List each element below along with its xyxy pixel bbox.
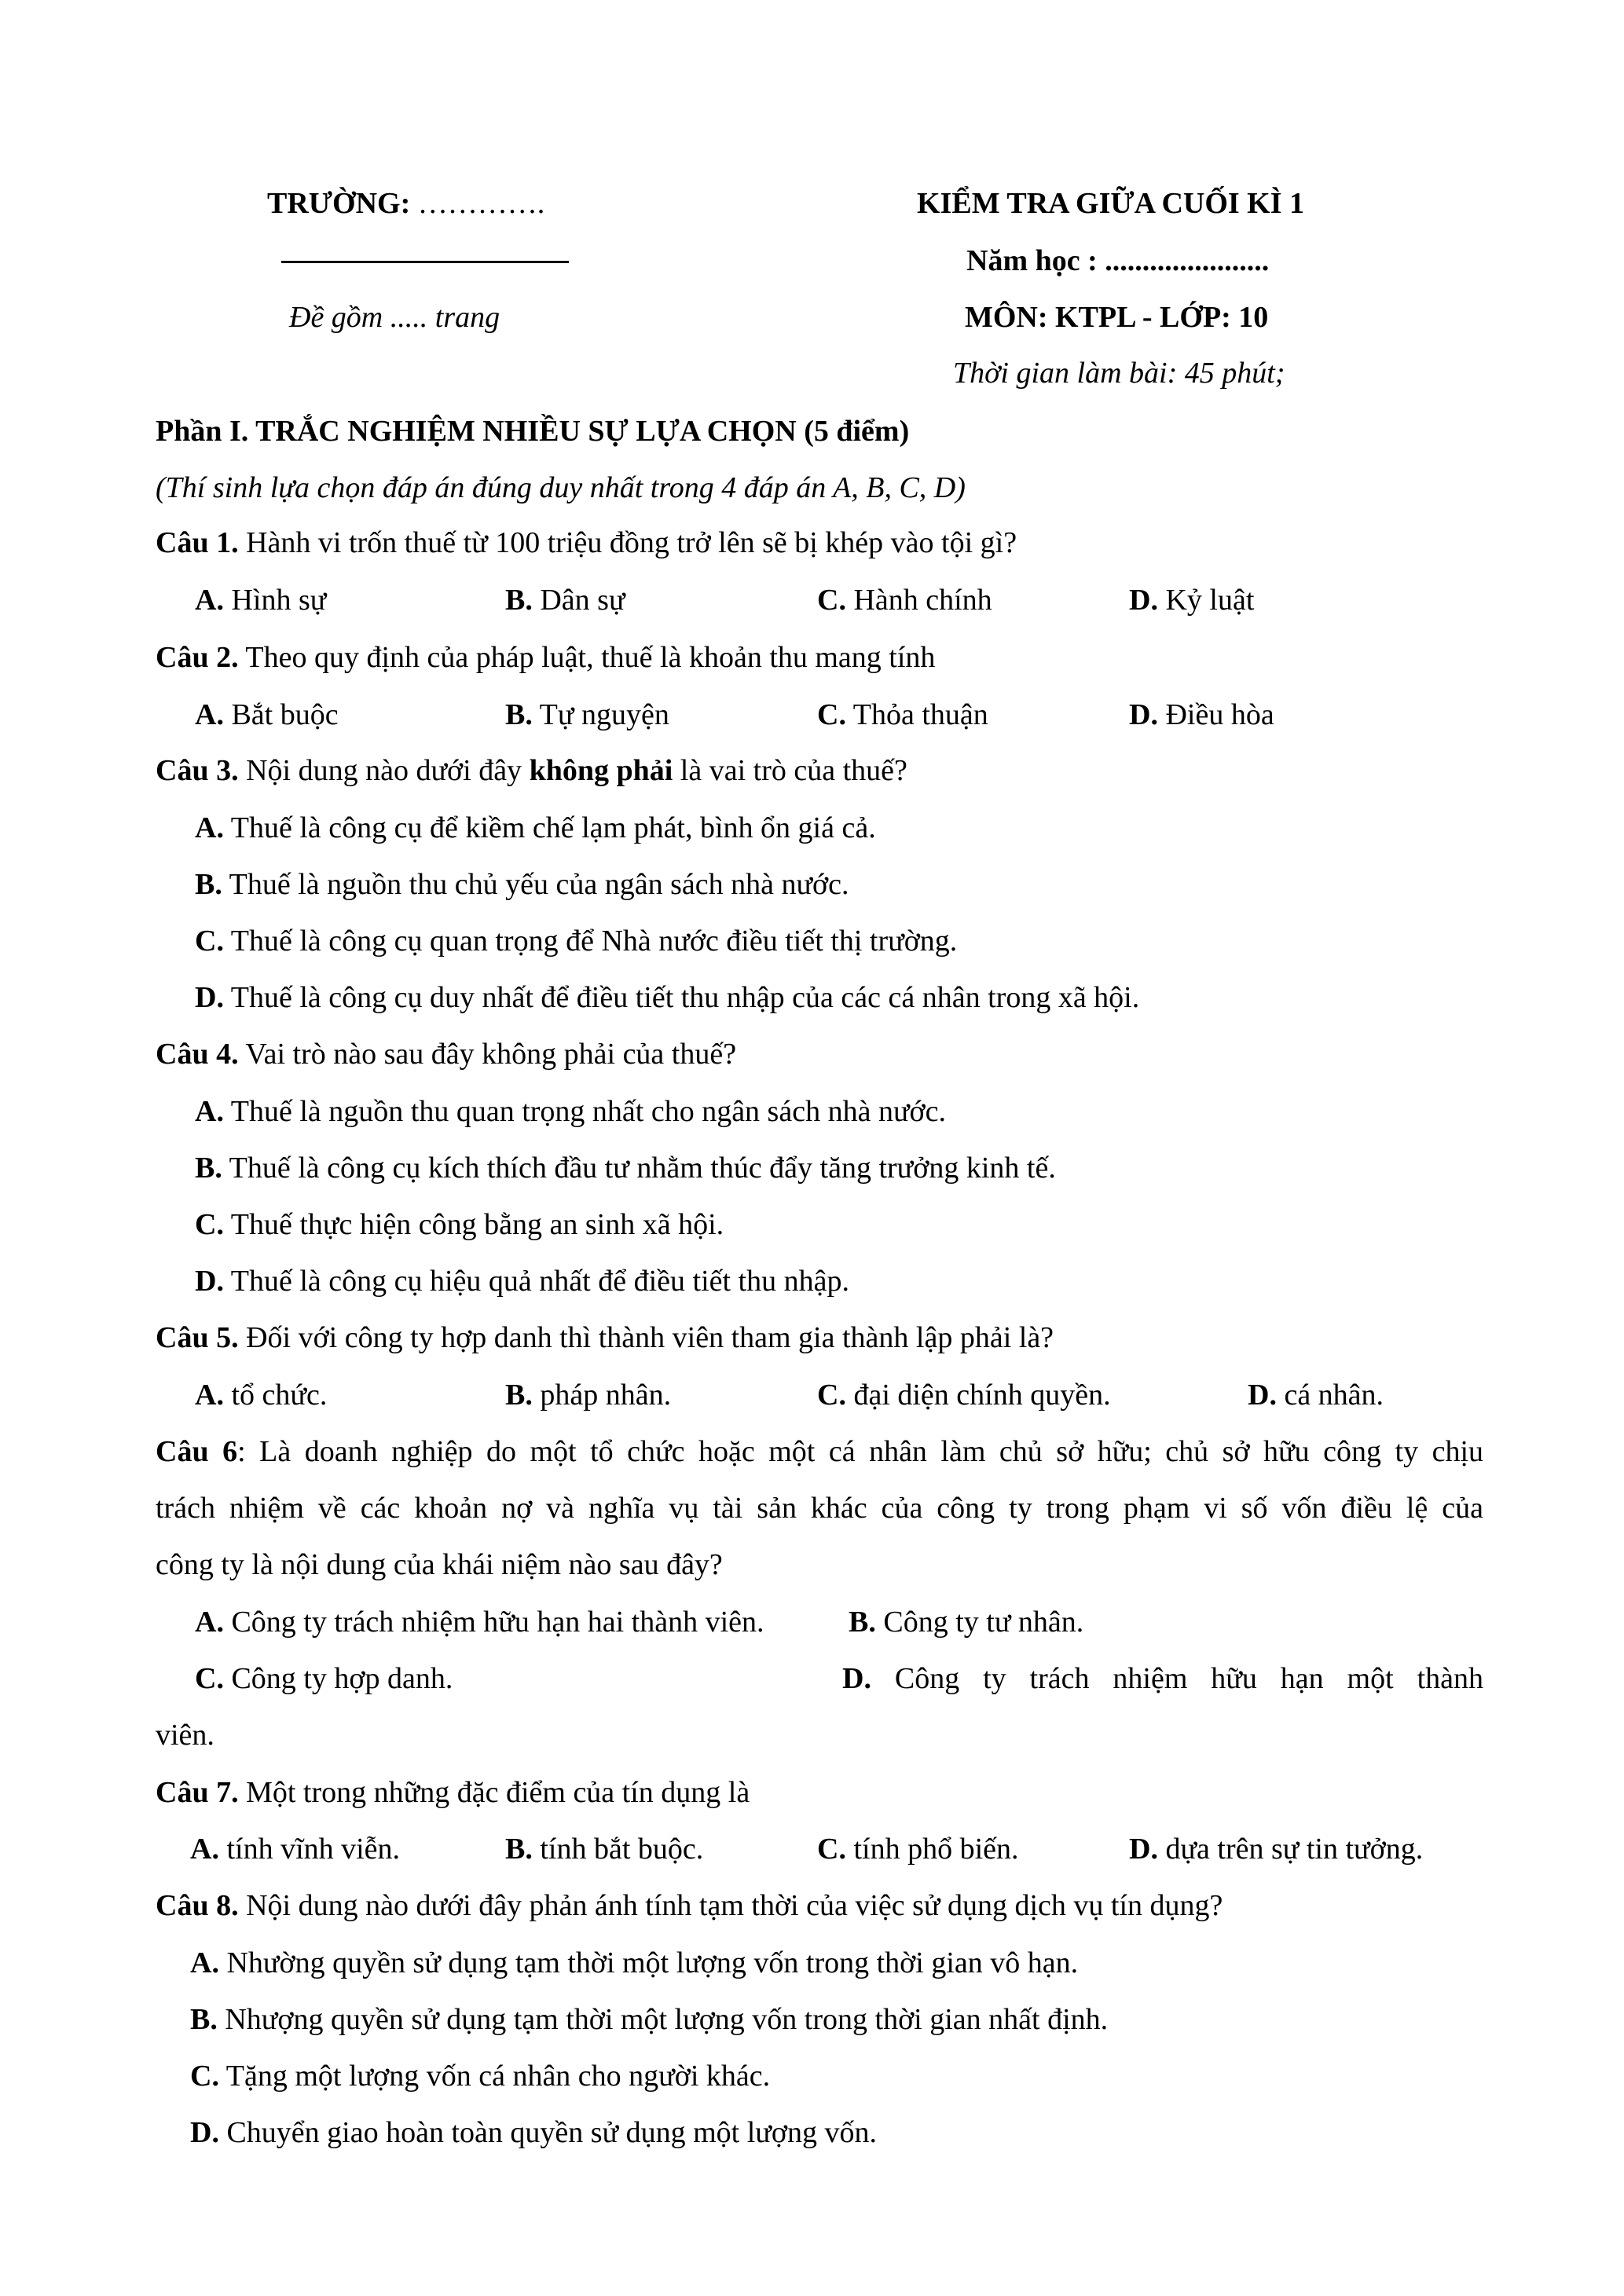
- option-letter: B.: [505, 584, 533, 617]
- option-3b: [195, 870, 849, 899]
- option-3c: [195, 926, 957, 956]
- option-7c: [817, 1834, 1019, 1864]
- question-label: Câu 6: [156, 1435, 238, 1468]
- option-8c: [190, 2061, 770, 2091]
- option-letter: D.: [842, 1662, 871, 1695]
- pages-note: [289, 302, 500, 332]
- option-text: tổ chức.: [223, 1379, 328, 1412]
- pages-note-dots: .....: [390, 301, 428, 334]
- option-text: Tự nguyện: [532, 698, 669, 731]
- question-6-line2: trách nhiệm về các khoản nợ và nghĩa vụ tài sản khác của công ty trong phạm vi số vốn điều lệ của: [156, 1492, 1483, 1525]
- pages-note-post: trang: [434, 301, 500, 334]
- pages-note-pre: Đề gồm: [289, 301, 383, 334]
- question-text: Vai trò nào sau đây không phải của thuế?: [238, 1038, 737, 1071]
- option-7b: [505, 1834, 703, 1864]
- question-8: [156, 1891, 1223, 1921]
- option-text: Dân sự: [532, 584, 625, 617]
- option-text: Thuế thực hiện công bằng an sinh xã hội.: [223, 1208, 724, 1241]
- option-letter: C.: [190, 2060, 219, 2093]
- question-2: [156, 643, 935, 672]
- option-2d: [1129, 700, 1274, 730]
- option-text: Bắt buộc: [223, 698, 339, 731]
- option-1c: [817, 585, 992, 615]
- option-8a: [190, 1948, 1078, 1978]
- question-5: [156, 1323, 1054, 1353]
- option-4a: [195, 1097, 946, 1126]
- option-text: Công ty trách nhiệm hữu hạn một thành: [871, 1662, 1483, 1695]
- option-6d: [842, 1664, 1483, 1694]
- option-2c: [817, 700, 988, 730]
- option-text: Nhường quyền sử dụng tạm thời một lượng vốn trong thời gian vô hạn.: [218, 1946, 1079, 1979]
- option-2b: [505, 700, 669, 730]
- option-1a: [195, 585, 326, 615]
- duration-line: Thời gian làm bài: 45 phút;: [953, 357, 1285, 390]
- option-letter: D.: [1129, 1833, 1158, 1866]
- option-4b: [195, 1153, 1056, 1183]
- option-5a: [195, 1380, 327, 1410]
- option-letter: A.: [195, 584, 224, 617]
- option-letter: C.: [817, 1379, 846, 1412]
- option-letter: A.: [195, 1095, 224, 1128]
- year-line: [966, 246, 1269, 276]
- part1-instruction: (Thí sinh lựa chọn đáp án đúng duy nhất trong 4 đáp án A, B, C, D): [156, 471, 966, 504]
- option-letter: B.: [505, 1833, 533, 1866]
- question-text: Một trong những đặc điểm của tín dụng là: [238, 1776, 750, 1809]
- question-6-line3: công ty là nội dung của khái niệm nào sau đây?: [156, 1548, 723, 1581]
- question-text-emphasis: không phải: [529, 754, 673, 787]
- option-text: Hình sự: [223, 584, 327, 617]
- question-text-pre: Nội dung nào dưới đây: [238, 754, 530, 787]
- option-text: Công ty hợp danh.: [223, 1662, 453, 1695]
- option-letter: D.: [190, 2116, 219, 2149]
- option-text: Công ty tư nhân.: [875, 1606, 1084, 1639]
- option-text: Tặng một lượng vốn cá nhân cho người khác.: [218, 2060, 771, 2093]
- option-text: Thuế là công cụ duy nhất để điều tiết thu nhập của các cá nhân trong xã hội.: [223, 981, 1140, 1014]
- school-value: ………….: [417, 187, 545, 220]
- option-letter: D.: [1129, 698, 1158, 731]
- option-letter: A.: [190, 1833, 219, 1866]
- option-letter: B.: [195, 1152, 222, 1185]
- option-letter: B.: [195, 868, 222, 901]
- question-label: Câu 1.: [156, 526, 239, 559]
- question-text: Theo quy định của pháp luật, thuế là khoản thu mang tính: [238, 641, 936, 674]
- option-5c: [817, 1380, 1111, 1410]
- option-letter: A.: [195, 698, 224, 731]
- option-text: Chuyển giao hoàn toàn quyền sử dụng một lượng vốn.: [218, 2116, 877, 2149]
- year-label: Năm học :: [966, 244, 1098, 277]
- school-label: TRƯỜNG:: [267, 187, 411, 220]
- option-letter: D.: [195, 1265, 224, 1298]
- question-text: : Là doanh nghiệp do một tổ chức hoặc một cá nhân làm chủ sở hữu; chủ sở hữu công ty chịu: [237, 1435, 1483, 1468]
- option-letter: A.: [195, 1379, 224, 1412]
- option-6b: [849, 1607, 1083, 1637]
- option-text: tính phổ biến.: [845, 1833, 1019, 1866]
- option-5d: [1248, 1380, 1384, 1410]
- option-text: cá nhân.: [1276, 1379, 1384, 1412]
- option-text: Nhượng quyền sử dụng tạm thời một lượng vốn trong thời gian nhất định.: [217, 2003, 1109, 2036]
- question-text-post: là vai trò của thuế?: [673, 754, 907, 787]
- option-text: Công ty trách nhiệm hữu hạn hai thành viên.: [223, 1606, 764, 1639]
- option-text: Thỏa thuận: [845, 698, 988, 731]
- option-letter: D.: [1129, 584, 1158, 617]
- question-label: Câu 4.: [156, 1038, 239, 1071]
- option-text: Kỷ luật: [1157, 584, 1255, 617]
- option-6d-continued: viên.: [156, 1719, 214, 1752]
- question-4: [156, 1039, 736, 1069]
- option-text: Điều hòa: [1157, 698, 1274, 731]
- option-text: Thuế là nguồn thu chủ yếu của ngân sách nhà nước.: [222, 868, 849, 901]
- option-letter: C.: [817, 584, 846, 617]
- question-label: Câu 5.: [156, 1321, 239, 1354]
- option-letter: B.: [505, 698, 533, 731]
- option-7d: [1129, 1834, 1423, 1864]
- question-6-line1: [156, 1437, 1483, 1467]
- option-letter: B.: [190, 2003, 218, 2036]
- question-text: Đối với công ty hợp danh thì thành viên tham gia thành lập phải là?: [238, 1321, 1054, 1354]
- option-1b: [505, 585, 625, 615]
- option-letter: C.: [195, 1208, 224, 1241]
- option-4d: [195, 1266, 849, 1296]
- option-1d: [1129, 585, 1254, 615]
- header-divider: [281, 261, 569, 263]
- option-2a: [195, 700, 339, 730]
- option-text: pháp nhân.: [532, 1379, 672, 1412]
- question-7: [156, 1778, 750, 1807]
- year-value: ......................: [1105, 244, 1270, 277]
- option-letter: A.: [190, 1946, 219, 1979]
- question-1: [156, 528, 1017, 558]
- option-letter: B.: [505, 1379, 533, 1412]
- part1-title: Phần I. TRẮC NGHIỆM NHIỀU SỰ LỰA CHỌN (5 điểm): [156, 415, 910, 448]
- option-text: Thuế là nguồn thu quan trọng nhất cho ngân sách nhà nước.: [223, 1095, 947, 1128]
- exam-title: KIỂM TRA GIỮA CUỐI KÌ 1: [917, 187, 1305, 220]
- option-letter: A.: [195, 1606, 224, 1639]
- option-letter: A.: [195, 811, 224, 844]
- option-3a: [195, 813, 876, 843]
- option-letter: C.: [195, 925, 224, 958]
- option-4c: [195, 1210, 724, 1240]
- question-label: Câu 2.: [156, 641, 239, 674]
- option-letter: D.: [195, 981, 224, 1014]
- option-text: Thuế là công cụ quan trọng để Nhà nước điều tiết thị trường.: [223, 925, 958, 958]
- option-7a: [190, 1834, 400, 1864]
- option-letter: C.: [817, 698, 846, 731]
- school-line: [267, 189, 544, 218]
- option-text: Thuế là công cụ để kiềm chế lạm phát, bình ổn giá cả.: [223, 811, 876, 844]
- option-letter: C.: [817, 1833, 846, 1866]
- subject-line: MÔN: KTPL - LỚP: 10: [965, 301, 1269, 334]
- option-8d: [190, 2118, 877, 2148]
- question-label: Câu 3.: [156, 754, 239, 787]
- option-6a: [195, 1607, 764, 1637]
- option-text: dựa trên sự tin tưởng.: [1157, 1833, 1424, 1866]
- option-text: Thuế là công cụ hiệu quả nhất để điều tiết thu nhập.: [223, 1265, 849, 1298]
- question-text: Nội dung nào dưới đây phản ánh tính tạm thời của việc sử dụng dịch vụ tín dụng?: [238, 1889, 1223, 1922]
- question-label: Câu 7.: [156, 1776, 239, 1809]
- option-text: Thuế là công cụ kích thích đầu tư nhằm thúc đẩy tăng trưởng kinh tế.: [222, 1152, 1056, 1185]
- option-5b: [505, 1380, 671, 1410]
- question-label: Câu 8.: [156, 1889, 239, 1922]
- option-letter: C.: [195, 1662, 224, 1695]
- option-text: đại diện chính quyền.: [845, 1379, 1111, 1412]
- option-text: tính vĩnh viễn.: [218, 1833, 401, 1866]
- option-letter: B.: [849, 1606, 876, 1639]
- option-3d: [195, 983, 1139, 1013]
- question-text: Hành vi trốn thuế từ 100 triệu đồng trở lên sẽ bị khép vào tội gì?: [238, 526, 1017, 559]
- question-3: [156, 756, 907, 785]
- option-text: Hành chính: [845, 584, 992, 617]
- option-8b: [190, 2005, 1108, 2034]
- option-6c: [195, 1664, 453, 1694]
- option-text: tính bắt buộc.: [532, 1833, 704, 1866]
- option-letter: D.: [1248, 1379, 1277, 1412]
